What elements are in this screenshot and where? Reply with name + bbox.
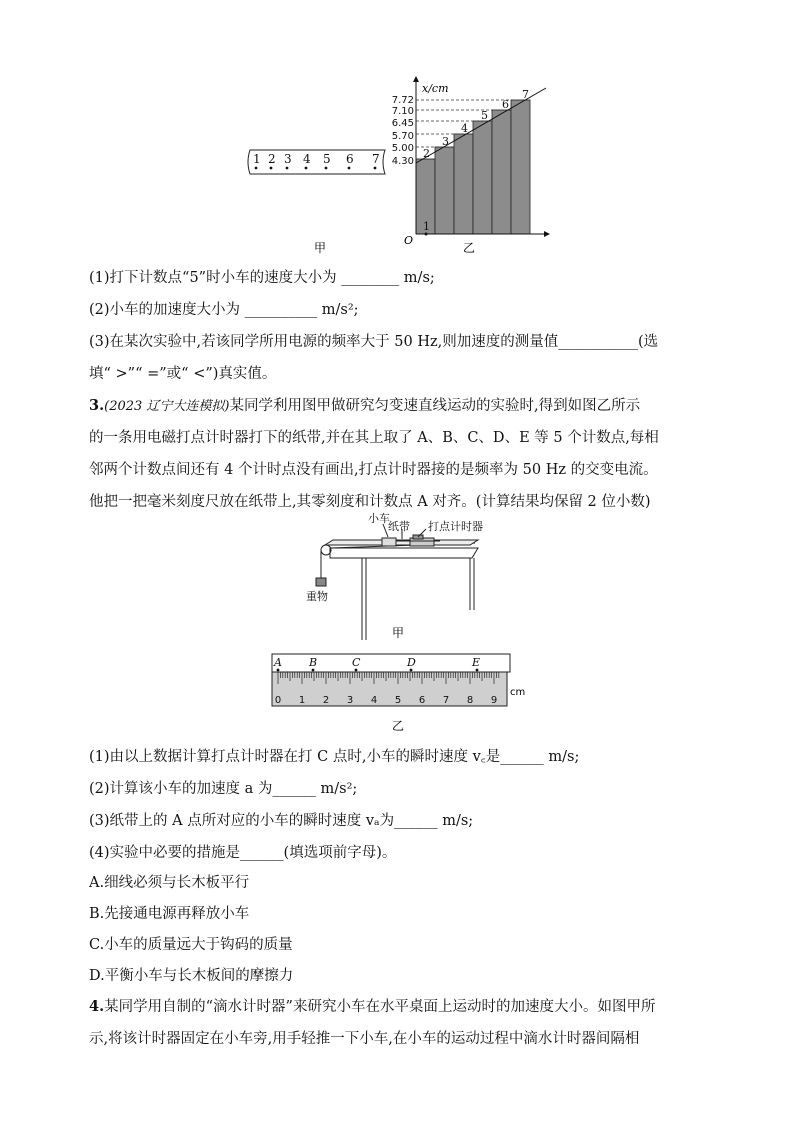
y-tick: 5.00: [391, 143, 414, 154]
label-tape: 纸带: [388, 520, 410, 533]
q4-line1: [89, 996, 655, 1018]
ruler-unit: cm: [510, 687, 526, 698]
ruler-diagram: [272, 654, 525, 706]
bar-label: 2: [423, 147, 430, 160]
question-number: 4.: [89, 998, 105, 1015]
ruler-number: 7: [442, 695, 450, 706]
point-label: C: [352, 656, 361, 669]
bar-label: 6: [502, 98, 509, 111]
q4-line2: 示,将该计时器固定在小车旁,用手轻推一下小车,在小车的运动过程中滴水计时器间隔相: [89, 1031, 640, 1047]
q2-part2: (2)小车的加速度大小为 __________ m/s²;: [89, 302, 359, 318]
ruler-number: 3: [346, 695, 354, 706]
caption-yi: 乙: [392, 719, 405, 733]
bar-label: 1: [423, 220, 430, 233]
tape-number: 2: [268, 152, 276, 166]
q3-part4: (4)实验中必要的措施是______(填选项前字母)。: [89, 845, 397, 861]
tape-number: 5: [323, 152, 331, 166]
q2-part3-b: 填“ >”“ =”或“ <”)真实值。: [89, 366, 277, 382]
ruler-number: 6: [418, 695, 426, 706]
ruler-number: 0: [274, 695, 282, 706]
q2-part3-a: (3)在某次实验中,若该同学所用电源的频率大于 50 Hz,则加速度的测量值___________(选: [89, 334, 659, 350]
origin-label: O: [404, 234, 414, 247]
caption-yi: 乙: [463, 241, 476, 255]
apparatus-diagram: [316, 524, 478, 640]
option-c: C.小车的质量远大于钩码的质量: [89, 937, 293, 953]
point-label: D: [407, 656, 416, 669]
tape-number: 6: [346, 152, 354, 166]
q3-line4: 他把一把毫米刻度尺放在纸带上,其零刻度和计数点 A 对齐。(计算结果均保留 2 位小数): [89, 494, 651, 510]
question-source: (2023 辽宁大连模拟): [104, 399, 230, 414]
q3-part1: (1)由以上数据计算打点计时器在打 C 点时,小车的瞬时速度 v꜀是______ m/s;: [89, 749, 580, 765]
label-car: 小车: [368, 512, 390, 525]
caption-jia: 甲: [392, 626, 405, 640]
ruler-number: 4: [370, 695, 378, 706]
y-axis-label: x/cm: [422, 82, 449, 95]
ruler-number: 1: [298, 695, 306, 706]
y-tick: 5.70: [391, 131, 414, 142]
label-timer: 打点计时器: [428, 520, 483, 533]
point-label: B: [309, 656, 318, 669]
label-weight: 重物: [306, 590, 328, 603]
bar-label: 3: [442, 135, 449, 148]
y-tick: 7.10: [391, 106, 414, 117]
y-tick: 6.45: [391, 118, 414, 129]
ruler-number: 2: [322, 695, 330, 706]
option-a: A.细线必须与长木板平行: [89, 875, 250, 891]
tape-number: 4: [303, 152, 311, 166]
bar-label: 5: [481, 109, 488, 122]
q3-text: 某同学利用图甲做研究匀变速直线运动的实验时,得到如图乙所示: [229, 398, 641, 414]
bar-label: 7: [522, 88, 529, 101]
caption-jia: 甲: [314, 241, 327, 255]
ruler-number: 9: [490, 695, 498, 706]
question-number: 3.: [89, 397, 105, 414]
point-label: A: [274, 656, 282, 669]
q3-line3: 邻两个计数点间还有 4 个计时点没有画出,打点计时器接的是频率为 50 Hz 的交变电流。: [89, 462, 658, 478]
q3-line2: 的一条用电磁打点计时器打下的纸带,并在其上取了 A、B、C、D、E 等 5 个计数点,每相: [89, 430, 659, 446]
option-b: B.先接通电源再释放小车: [89, 906, 250, 922]
q2-part1: (1)打下计数点“5”时小车的速度大小为 ________ m/s;: [89, 270, 435, 286]
y-tick: 4.30: [391, 156, 414, 167]
ruler-number: 5: [394, 695, 402, 706]
tape-number: 3: [284, 152, 292, 166]
tape-number: 7: [372, 152, 380, 166]
ruler-number: 8: [466, 695, 474, 706]
q3-part3: (3)纸带上的 A 点所对应的小车的瞬时速度 vₐ为______ m/s;: [89, 813, 474, 829]
q4-text: 某同学用自制的“滴水计时器”来研究小车在水平桌面上运动时的加速度大小。如图甲所: [104, 999, 656, 1015]
y-tick: 7.72: [391, 95, 414, 106]
tape-number: 1: [253, 152, 261, 166]
bar-label: 4: [461, 122, 468, 135]
point-label: E: [472, 656, 481, 669]
option-d: D.平衡小车与长木板间的摩擦力: [89, 968, 294, 984]
q3-part2: (2)计算该小车的加速度 a 为______ m/s²;: [89, 781, 358, 797]
